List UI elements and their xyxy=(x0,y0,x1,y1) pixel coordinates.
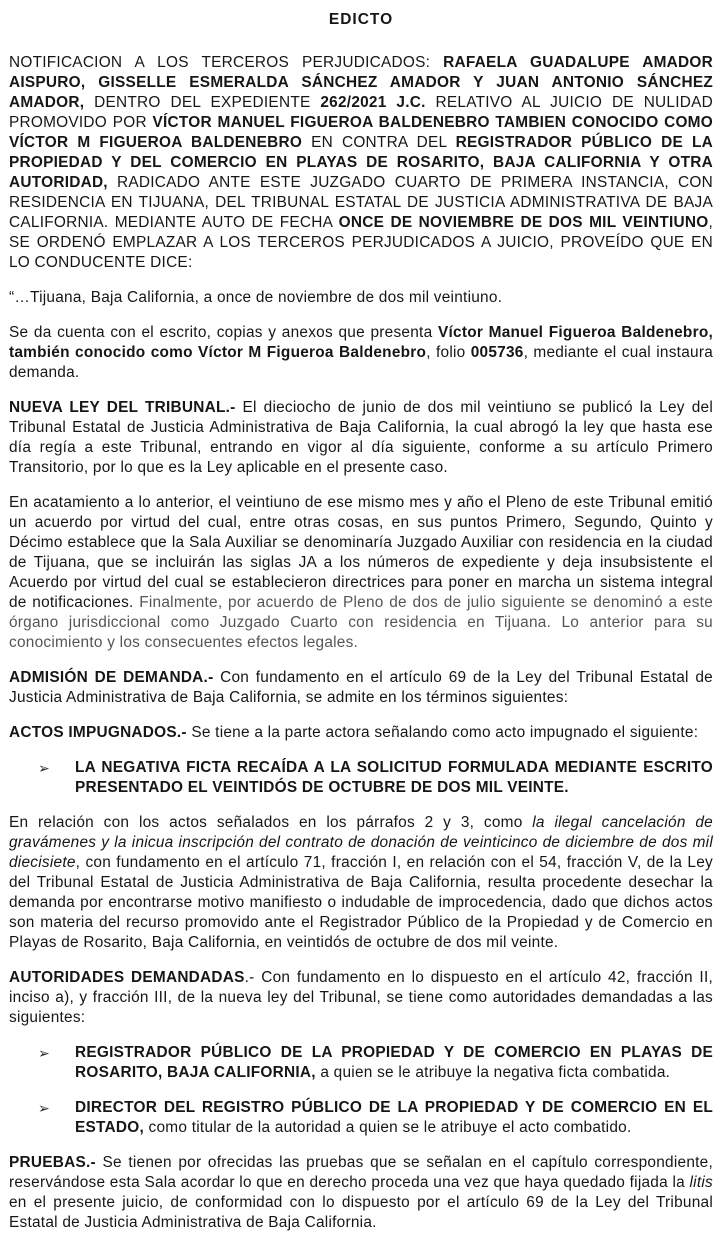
text-segment: Con fundamento en el artículo 69 de la Ley del Tribunal Estatal de Justicia Administrativa de Baja California, se admite en los términos siguientes: xyxy=(9,669,718,706)
text-segment: DIRECTOR DEL REGISTRO PÚBLICO DE LA PROPIEDAD Y DE COMERCIO EN EL ESTADO, xyxy=(75,1099,718,1136)
paragraph xyxy=(9,723,713,743)
text-segment: VÍCTOR MANUEL FIGUEROA BALDENEBRO TAMBIEN CONOCIDO COMO VÍCTOR M FIGUEROA BALDENEBRO xyxy=(9,114,718,151)
text-segment: ACTOS IMPUGNADOS.- xyxy=(9,724,187,741)
text-segment: 262/2021 J.C. xyxy=(320,94,426,111)
paragraph xyxy=(9,668,718,708)
text-segment: El dieciocho de junio de dos mil veintiuno se publicó la Ley del Tribunal Estatal de Justicia Administrativa de Baja California, la cual abrogó la ley que hasta ese día regía a este Tribunal, entrando en vigor al día siguiente, conforme a su artículo Primero Transitorio, por lo que es la Ley aplicable en el presente caso. xyxy=(9,399,718,476)
text-segment: Finalmente, por acuerdo de Pleno de dos de julio siguiente se denominó a este órgano jurisdiccional como Juzgado Cuarto con residencia en Tijuana. Lo anterior para su conocimiento y los consecuentes efectos legales. xyxy=(9,594,718,651)
bullet-item xyxy=(9,1043,718,1083)
text-segment: Se tienen por ofrecidas las pruebas que se señalan en el capítulo correspondiente, reservándose esta Sala acordar lo que en derecho proceda una vez que haya quedado fijada la xyxy=(9,1154,718,1191)
text-segment: Víctor Manuel Figueroa Baldenebro, también conocido como Víctor M Figueroa Baldenebro xyxy=(9,324,718,361)
document-body xyxy=(9,53,718,1233)
bullet-arrow-icon: ➢ xyxy=(38,760,50,776)
text-segment: NUEVA LEY DEL TRIBUNAL.- xyxy=(9,399,236,416)
text-segment: , folio xyxy=(426,344,471,361)
text-segment: , SE ORDENÓ EMPLAZAR A LOS TERCEROS PERJUDICADOS A JUICIO, PROVEÍDO QUE EN LO CONDUCENTE DICE: xyxy=(9,214,718,271)
text-segment: PRUEBAS.- xyxy=(9,1154,96,1171)
text-segment: En acatamiento a lo anterior, el veintiuno de ese mismo mes y año el Pleno de este Tribunal emitió un acuerdo por virtud del cual, entre otras cosas, en sus puntos Primero, Segundo, Quinto y Décimo establece que la Sala Auxiliar se denominaría Juzgado Auxiliar con residencia en la ciudad de Tijuana, que se incluirán las siglas JA a los números de expediente y deja insubsistente el Acuerdo por virtud del cual se establecieron directrices para poner en marcha un sistema integral de notificaciones. xyxy=(9,494,718,611)
text-segment: En relación con los actos señalados en los párrafos 2 y 3, como xyxy=(9,814,533,831)
text-segment: RADICADO ANTE ESTE JUZGADO CUARTO DE PRIMERA INSTANCIA, CON RESIDENCIA EN TIJUANA, DEL TRIBUNAL ESTATAL DE JUSTICIA ADMINISTRATIVA DE BAJA CALIFORNIA. MEDIANTE AUTO DE FECHA xyxy=(9,174,718,231)
paragraph xyxy=(9,1153,718,1233)
text-segment: , mediante el cual instaura demanda. xyxy=(9,344,718,381)
bullet-arrow-icon: ➢ xyxy=(38,1100,50,1116)
text-segment: RAFAELA GUADALUPE AMADOR AISPURO, GISSELLE ESMERALDA SÁNCHEZ AMADOR Y JUAN ANTONIO SÁNCHEZ AMADOR, xyxy=(9,54,717,111)
text-segment: EN CONTRA DEL xyxy=(302,134,456,151)
text-segment: Se da cuenta con el escrito, copias y anexos que presenta xyxy=(9,324,438,341)
text-segment: “…Tijuana, Baja California, a once de noviembre de dos mil veintiuno. xyxy=(9,289,503,306)
paragraph xyxy=(9,813,718,953)
bullet-item xyxy=(9,1098,718,1138)
text-segment: Se tiene a la parte actora señalando como acto impugnado el siguiente: xyxy=(186,724,699,741)
bullet-arrow-icon: ➢ xyxy=(38,1045,50,1061)
bullet-item xyxy=(9,758,718,798)
paragraph xyxy=(9,288,713,308)
text-segment: ONCE DE NOVIEMBRE DE DOS MIL VEINTIUNO xyxy=(338,214,709,231)
text-segment: litis xyxy=(689,1174,713,1191)
text-segment: a quien se le atribuye la negativa ficta combatida. xyxy=(315,1064,671,1081)
paragraph xyxy=(9,968,718,1028)
text-segment: la ilegal cancelación de gravámenes y la inicua inscripción del contrato de donación de veinticinco de diciembre de dos mil diecisiete xyxy=(9,814,718,871)
document-title: EDICTO xyxy=(328,11,394,28)
text-segment: como titular de la autoridad a quien se le atribuye el acto combatido. xyxy=(144,1119,632,1136)
text-segment: AUTORIDADES DEMANDADAS xyxy=(9,969,245,986)
paragraph xyxy=(9,493,718,653)
text-segment: 005736 xyxy=(470,344,524,361)
text-segment: NOTIFICACION A LOS TERCEROS PERJUDICADOS: xyxy=(9,54,444,71)
paragraph xyxy=(9,398,718,478)
paragraph xyxy=(9,53,718,273)
text-segment: , con fundamento en el artículo 71, fracción I, en relación con el 54, fracción V, de la Ley del Tribunal Estatal de Justicia Administrativa de Baja California, resulta procedente desechar la demanda por encontrarse motivo manifiesto o indudable de improcedencia, dado que dichos actos son materia del recurso promovido ante el Registrador Público de la Propiedad y de Comercio en Playas de Rosarito, Baja California, en veintidós de octubre de dos mil veinte. xyxy=(9,854,718,951)
text-segment: LA NEGATIVA FICTA RECAÍDA A LA SOLICITUD FORMULADA MEDIANTE ESCRITO PRESENTADO EL VEINTIDÓS DE OCTUBRE DE DOS MIL VEINTE. xyxy=(75,759,718,796)
text-segment: en el presente juicio, de conformidad con lo dispuesto por el artículo 69 de la Ley del Tribunal Estatal de Justicia Administrativa de Baja California. xyxy=(9,1174,718,1231)
text-segment: DENTRO DEL EXPEDIENTE xyxy=(84,94,321,111)
text-segment: REGISTRADOR PÚBLICO DE LA PROPIEDAD Y DEL COMERCIO EN PLAYAS DE ROSARITO, BAJA CALIFORNIA Y OTRA AUTORIDAD, xyxy=(9,134,718,191)
text-segment: .- Con fundamento en lo dispuesto en el artículo 42, fracción II, inciso a), y fracción III, de la nueva ley del Tribunal, se tiene como autoridades demandadas a las siguientes: xyxy=(9,969,718,1026)
paragraph xyxy=(9,323,718,383)
text-segment: RELATIVO AL JUICIO DE NULIDAD PROMOVIDO POR xyxy=(9,94,718,131)
text-segment: ADMISIÓN DE DEMANDA.- xyxy=(9,669,214,686)
text-segment: REGISTRADOR PÚBLICO DE LA PROPIEDAD Y DE COMERCIO EN PLAYAS DE ROSARITO, BAJA CALIFORNIA, xyxy=(75,1044,718,1081)
